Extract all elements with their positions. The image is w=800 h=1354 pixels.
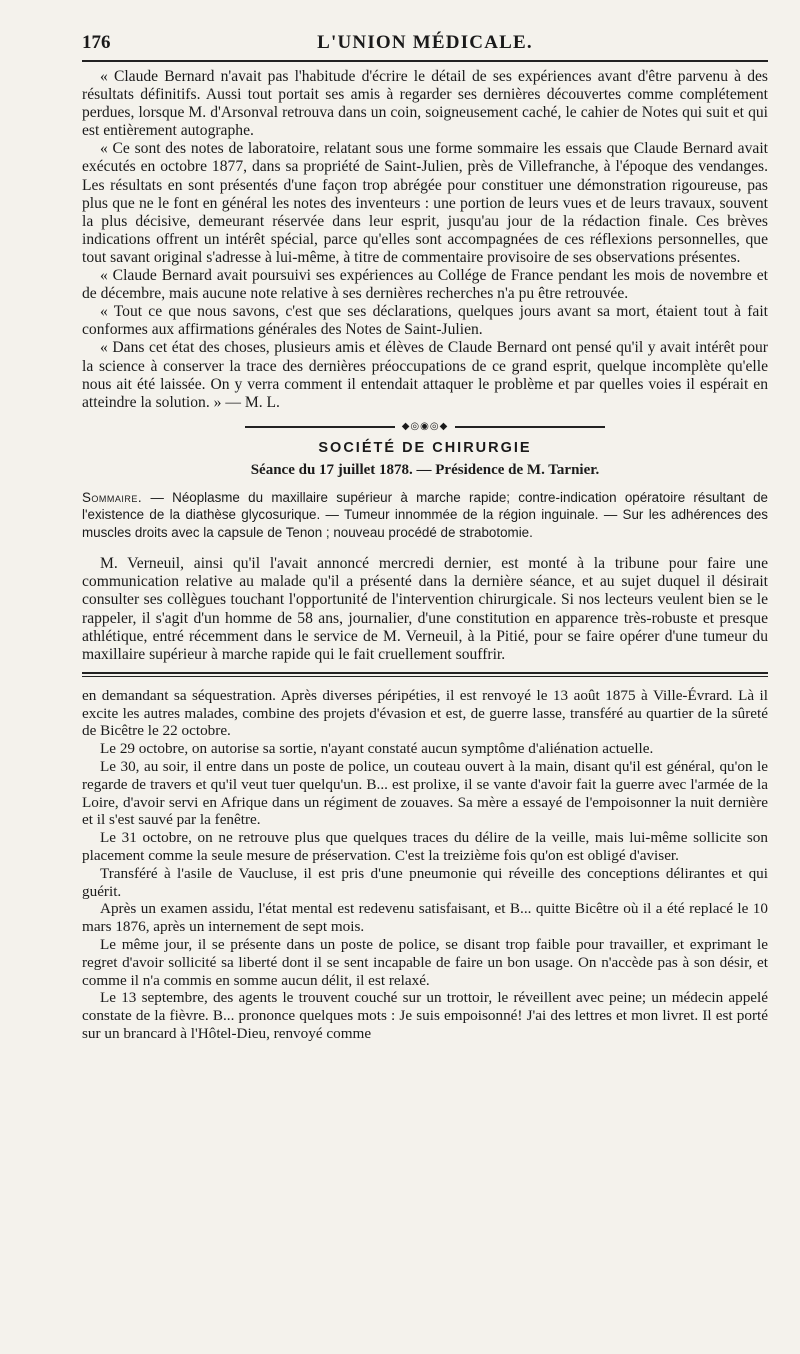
sommaire-text: — Néoplasme du maxillaire supérieur à marche rapide; contre-indication opératoire résultant de l'existence de la diathèse glycosurique. — Tumeur innommée de la région inguinale. — Sur les adhérences des muscles droits avec la capsule de Tenon ; nouveau procédé de strabotomie. (82, 489, 768, 540)
lower-paragraph: Transféré à l'asile de Vaucluse, il est pris d'une pneumonie qui réveille des conceptions délirantes et qui guérit. (82, 864, 768, 900)
lower-paragraph: Le même jour, il se présente dans un poste de police, se disant trop faible pour travailler, et exprimant le regret d'avoir sollicité sa liberté dont il se sent incapable de faire un bon usage. On n'accède pas à son désir, et comme il n'a commis en somme aucun délit, il est relaxé. (82, 936, 768, 989)
section-title: SOCIÉTÉ DE CHIRURGIE (318, 439, 532, 456)
column-separator (82, 672, 768, 677)
intro-paragraph: « Claude Bernard avait poursuivi ses expériences au Collége de France pendant les mois de novembre et de décembre, mais aucune note relative à ses dernières recherches n'a pu être retrouvée. (82, 267, 768, 303)
ornament-icon: ◆◎◉◎◆ (401, 420, 449, 432)
journal-title: L'UNION MÉDICALE. (317, 32, 533, 53)
sommaire (82, 489, 768, 542)
intro-paragraph: « Dans cet état des choses, plusieurs amis et élèves de Claude Bernard ont pensé qu'il y avait intérêt pour la science à conserver la trace des dernières préoccupations de ce grand esprit, quelque incomplète qu'elle nous ait été laissée. On y verra comment il entendait attaquer le problème et par quelles voies il espérait en atteindre la solution. » — M. L. (82, 339, 768, 411)
lower-paragraph: Le 13 septembre, des agents le trouvent couché sur un trottoir, le réveillent avec peine; un médecin appelé constate de la fièvre. B... prononce quelques mots : Je suis empoisonné! J'ai des lettres et mon livret. Il est porté sur un brancard à l'Hôtel-Dieu, renvoyé comme (82, 989, 768, 1042)
intro-text (82, 68, 768, 412)
lower-paragraph: Le 30, au soir, il entre dans un poste de police, un couteau ouvert à la main, disant qu'il est général, qu'on le regarde de travers et qu'il veut tuer quelqu'un. B... est prolixe, il se vante d'avoir fait la guerre avec l'armée de la Loire, d'avoir servi en Afrique dans un régiment de zouaves. Sa mère a essayé de l'empoisonner la nuit dernière et il s'est sauvé par la fenêtre. (82, 758, 768, 829)
intro-paragraph: « Claude Bernard n'avait pas l'habitude d'écrire le détail de ses expériences avant d'être parvenu à des résultats définitifs. Aussi tout portait ses amis à regarder ses dernières découvertes comme complétement perdues, lorsque M. d'Arsonval retrouva dans un coin, soigneusement caché, le cahier de Notes qui suit et qui est entièrement autographe. (82, 68, 768, 140)
lower-paragraph: Après un examen assidu, l'état mental est redevenu satisfaisant, et B... quitte Bicêtre où il a été replacé le 10 mars 1876, après un internement de sept mois. (82, 900, 768, 936)
lower-paragraph: Le 29 octobre, on autorise sa sortie, n'ayant constaté aucun symptôme d'aliénation actuelle. (100, 740, 654, 758)
intro-paragraph: « Tout ce que nous savons, c'est que ses déclarations, quelques jours avant sa mort, étaient tout à fait conformes aux affirmations générales des Notes de Saint-Julien. (82, 303, 768, 339)
lower-paragraph: en demandant sa séquestration. Après diverses péripéties, il est renvoyé le 13 août 1875 à Ville-Évrard. Là il excite les autres malades, combine des projets d'évasion et est, de guerre lasse, transféré au quartier de la sûreté de Bicêtre le 22 octobre. (82, 686, 768, 740)
session-heading: Séance du 17 juillet 1878. — Présidence de M. Tarnier. (250, 461, 600, 478)
lead-paragraph: M. Verneuil, ainsi qu'il l'avait annoncé mercredi dernier, est monté à la tribune pour faire une communication relative au malade qu'il a présenté dans la dernière séance, et au sujet duquel il désirait consulter ses collègues touchant l'opportunité de l'intervention chirurgicale. Si nos lecteurs veulent bien se le rappeler, il s'agit d'un homme de 58 ans, journalier, d'une constitution en apparence très-robuste et presque athlétique, entré récemment dans le service de M. Verneuil, à la Pitié, pour se faire opérer d'une tumeur du maxillaire supérieur à marche rapide qui le fait cruellement souffrir. (82, 555, 768, 663)
page-number: 176 (82, 32, 111, 53)
section-lead (82, 555, 768, 664)
running-head (82, 24, 768, 62)
ornamental-divider (245, 422, 605, 432)
intro-paragraph: « Ce sont des notes de laboratoire, relatant sous une forme sommaire les essais que Claude Bernard avait exécutés en octobre 1877, dans sa propriété de Saint-Julien, près de Villefranche, à l'époque des vendanges. Les résultats en sont présentés d'une façon trop abrégée pour constituer une démonstration rigoureuse, pas plus que ne le font en général les notes des inventeurs : une portion de leurs vues et de leurs travaux, souvent la plus décisive, demeurant réservée dans leur esprit, jusqu'au jour de la rédaction finale. Ces brèves indications offrent un intérêt spécial, parce qu'elles sont accompagnées de ces réflexions personnelles, que tout savant original s'adresse à lui-même, à titre de commentaire provisoire de ses observations présentes. (82, 140, 768, 266)
lower-paragraph: Le 31 octobre, on ne retrouve plus que quelques traces du délire de la veille, mais lui-même sollicite son placement comme la seule mesure de préservation. C'est la treizième fois qu'on est obligé d'aviser. (82, 829, 768, 865)
lower-text (82, 687, 768, 1043)
document-page (82, 24, 768, 1043)
sommaire-label: Sommaire. (82, 489, 143, 505)
